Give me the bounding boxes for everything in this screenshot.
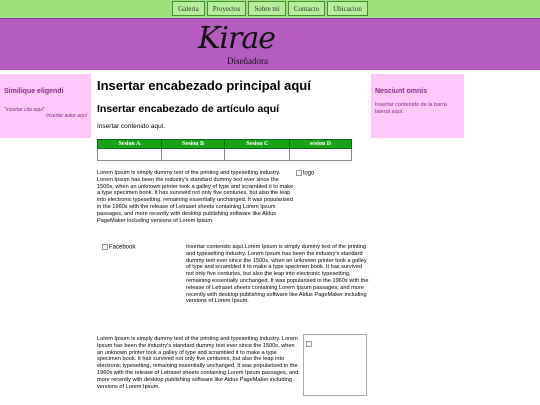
right-sidebar [371, 74, 464, 138]
right-sidebar-title: Nesciunt omnis [375, 88, 428, 95]
nav-item-contacto[interactable]: Contacto [288, 1, 325, 16]
nav-item-sobre-mi[interactable]: Sobre mi [248, 1, 285, 16]
nav-item-galeria[interactable]: Galeria [172, 1, 205, 16]
paragraph-2: Insertar contenido aqui.Lorem Ipsum is simply dummy text of the printing and typesetting industry. Lorem Ipsum has been the industry's standard dummy text ever since the 1500s, when an unknown printer took a galley of type and scrambled it to make a type specimen book. It has survived not only five centuries, but also the leap into electronic typesetting, remaining essentially unchanged. It was popularised in the 1960s with the release of Letraset sheets containing Lorem Ipsum passages, and more recently with desktop publishing software like Aldus PageMaker including versions of Lorem Ipsum. [186, 244, 369, 305]
left-sidebar [0, 74, 91, 138]
table-row [98, 149, 352, 161]
table-header-sesion-b: Sesion B [161, 140, 225, 149]
main-content [97, 78, 367, 161]
table-header-sesion-c: Sesion C [225, 140, 290, 149]
brand-logo[interactable] [192, 21, 282, 69]
sidebar-quote: "Insertar cita aquí" [4, 107, 45, 113]
table-cell [225, 149, 290, 161]
facebook-image[interactable] [102, 244, 135, 251]
intro-text: Insertar contenido aquí. [97, 123, 166, 130]
page-title: Insertar encabezado principal aquí [97, 78, 311, 93]
table-cell [290, 149, 352, 161]
article-heading: Insertar encabezado de artículo aquí [97, 103, 280, 115]
broken-image-icon [306, 341, 312, 347]
paragraph-3: Lorem Ipsum is simply dummy text of the printing and typesetting industry. Lorem Ipsum has been the industry's standard dummy text ever since the 1500s, when an unknown printer took a galley of type and scrambled it to make a type specimen book. It has survived not only five centuries, but also the leap into electronic typesetting, remaining essentially unchanged. It was popularised in the 1960s with the release of Letraset sheets containing Lorem Ipsum passages, and more recently with desktop publishing software like Aldus PageMaker including versions of Lorem Ipsum. [97, 336, 299, 390]
header-banner [0, 18, 540, 70]
logo-subtitle: Diseñadora [227, 56, 268, 66]
table-cell [161, 149, 225, 161]
table-header-sesion-d: sesion D [290, 140, 352, 149]
sidebar-quote-author: Insertar autor aquí [46, 113, 87, 119]
logo-text: Kirae [198, 21, 275, 56]
paragraph-1: Lorem Ipsum is simply dummy text of the printing and typesetting industry. Lorem Ipsum has been the industry's standard dummy text ever since the 1500s, when an unknown printer took a galley of type and scrambled it to make a type specimen book. It has survived not only five centuries, but also the leap into electronic typesetting, remaining essentially unchanged. It was popularised in the 1960s with the release of Letraset sheets containing Lorem Ipsum passages, and more recently with desktop publishing software like Aldus PageMaker including versions of Lorem Ipsum. [97, 170, 294, 224]
logo-image-alt: logo [303, 170, 315, 177]
top-navigation [0, 0, 540, 18]
nav-item-ubicacion[interactable]: Ubicacion [327, 1, 368, 16]
placeholder-image [303, 334, 367, 396]
nav-item-proyectos[interactable]: Proyectos [207, 1, 247, 16]
broken-image-icon [102, 244, 108, 250]
sections-table [97, 139, 352, 161]
logo-image [296, 170, 314, 177]
table-header-sesion-a: Sesion A [98, 140, 162, 149]
right-sidebar-text: Insertar contenido de la barra lateral aquí. [375, 102, 447, 115]
left-sidebar-title: Similique eligendi [4, 88, 64, 95]
facebook-image-alt: Facebook [109, 244, 136, 251]
broken-image-icon [296, 170, 302, 176]
table-cell [98, 149, 162, 161]
